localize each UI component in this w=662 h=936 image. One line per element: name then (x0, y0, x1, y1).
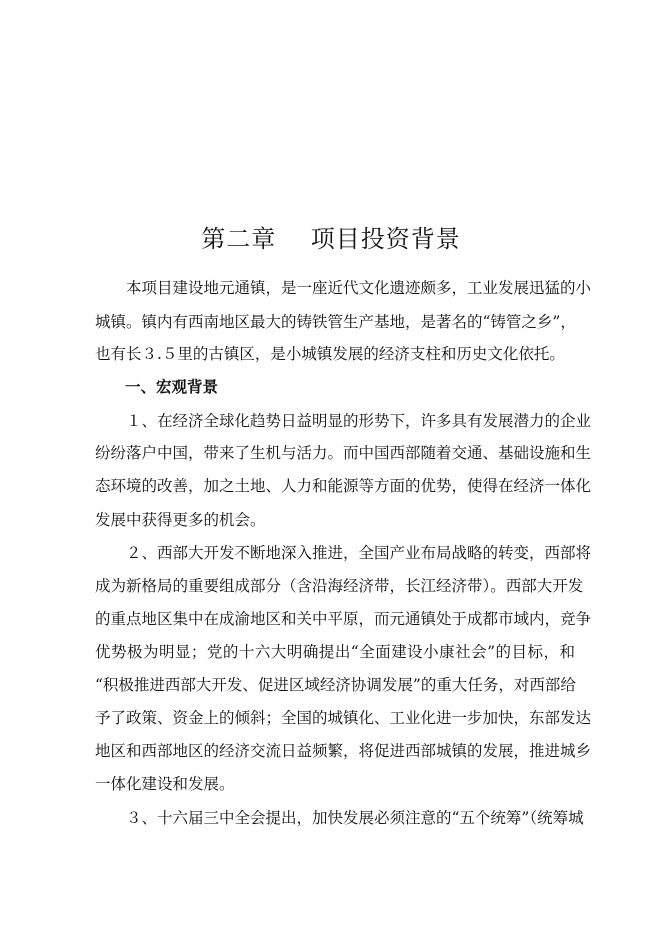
para1-line-1: １、在经济全球化趋势日益明显的形势下，许多具有发展潜力的企业 (95, 412, 592, 430)
para1-line-2: 纷纷落户中国，带来了生机与活力。而中国西部随着交通、基础设施和生 (95, 444, 592, 462)
para2-line-5: “积极推进西部大开发、促进区域经济协调发展”的重大任务，对西部给 (95, 676, 576, 694)
intro-line-1: 本项目建设地元通镇，是一座近代文化遗迹颇多，工业发展迅猛的小 (95, 279, 592, 297)
para2-line-3: 的重点地区集中在成渝地区和关中平原，而元通镇处于成都市域内，竞争 (95, 610, 592, 628)
para2-line-1: ２、西部大开发不断地深入推进，全国产业布局战略的转变，西部将 (95, 544, 592, 562)
intro-line-3: 也有长３.５里的古镇区，是小城镇发展的经济支柱和历史文化依托。 (95, 345, 565, 363)
para2-line-8: 一体化建设和发展。 (95, 775, 235, 793)
para2-line-4: 优势极为明显；党的十六大明确提出“全面建设小康社会”的目标，和 (95, 643, 575, 661)
para2-line-7: 地区和西部地区的经济交流日益频繁，将促进西部城镇的发展，推进城乡 (95, 742, 592, 760)
intro-line-2: 城镇。镇内有西南地区最大的铸铁管生产基地，是著名的“铸管之乡”， (95, 313, 576, 331)
section-heading: 一、宏观背景 (125, 377, 219, 396)
chapter-title: 第二章 项目投资背景 (201, 225, 461, 253)
para2-line-2: 成为新格局的重要组成部分（含沿海经济带，长江经济带）。西部大开发 (95, 577, 584, 595)
para1-line-3: 态环境的改善，加之土地、人力和能源等方面的优势，使得在经济一体化 (95, 477, 592, 495)
para3-line-1: ３、十六届三中全会提出，加快发展必须注意的“五个统筹”（统筹城 (95, 809, 584, 827)
para2-line-6: 予了政策、资金上的倾斜；全国的城镇化、工业化进一步加快，东部发达 (95, 709, 592, 727)
para1-line-4: 发展中获得更多的机会。 (95, 511, 266, 529)
